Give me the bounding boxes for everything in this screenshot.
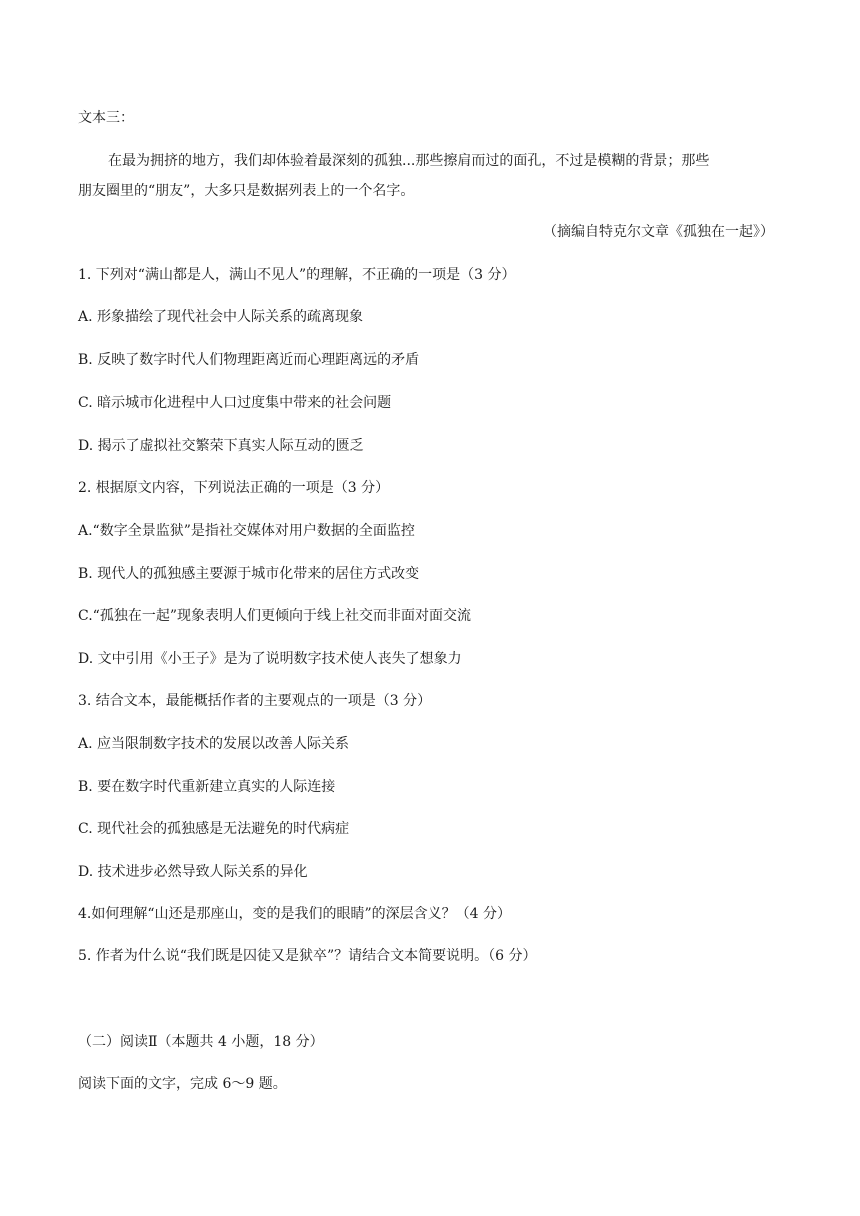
question-2-option-c: C.“孤独在一起”现象表明人们更倾向于线上社交而非面对面交流 <box>78 608 471 624</box>
question-1-option-d: D. 揭示了虚拟社交繁荣下真实人际互动的匮乏 <box>78 438 364 454</box>
question-3-option-b: B. 要在数字时代重新建立真实的人际连接 <box>78 779 336 795</box>
section-2-heading: （二）阅读Ⅱ（本题共 4 小题，18 分） <box>78 1034 324 1050</box>
question-2-stem: 2. 根据原文内容，下列说法正确的一项是（3 分） <box>78 480 390 496</box>
question-3-stem: 3. 结合文本，最能概括作者的主要观点的一项是（3 分） <box>78 693 432 709</box>
question-2-option-d: D. 文中引用《小王子》是为了说明数字技术使人丧失了想象力 <box>78 651 462 667</box>
text3-source: （摘编自特克尔文章《孤独在一起》） <box>543 224 774 240</box>
question-1-stem: 1. 下列对“满山都是人，满山不见人”的理解，不正确的一项是（3 分） <box>78 267 516 283</box>
text3-paragraph-line-2: 朋友圈里的“朋友”，大多只是数据列表上的一个名字。 <box>78 183 415 199</box>
question-2-option-b: B. 现代人的孤独感主要源于城市化带来的居住方式改变 <box>78 566 420 582</box>
text3-paragraph-line-1: 在最为拥挤的地方，我们却体验着最深刻的孤独...那些擦肩而过的面孔，不过是模糊的背景；那些 <box>108 153 710 169</box>
question-3-option-c: C. 现代社会的孤独感是无法避免的时代病症 <box>78 821 350 837</box>
section-2-instruction: 阅读下面的文字，完成 6～9 题。 <box>78 1076 287 1092</box>
question-2-option-a: A.“数字全景监狱”是指社交媒体对用户数据的全面监控 <box>78 523 415 539</box>
question-4-stem: 4.如何理解“山还是那座山，变的是我们的眼睛”的深层含义？（4 分） <box>78 906 512 922</box>
question-5-stem: 5. 作者为什么说“我们既是囚徒又是狱卒”？请结合文本简要说明。（6 分） <box>78 948 537 964</box>
question-1-option-a: A. 形象描绘了现代社会中人际关系的疏离现象 <box>78 309 364 325</box>
text3-heading: 文本三： <box>78 110 134 126</box>
question-3-option-d: D. 技术进步必然导致人际关系的异化 <box>78 864 308 880</box>
question-3-option-a: A. 应当限制数字技术的发展以改善人际关系 <box>78 736 350 752</box>
question-1-option-c: C. 暗示城市化进程中人口过度集中带来的社会问题 <box>78 395 392 411</box>
question-1-option-b: B. 反映了数字时代人们物理距离近而心理距离远的矛盾 <box>78 352 420 368</box>
